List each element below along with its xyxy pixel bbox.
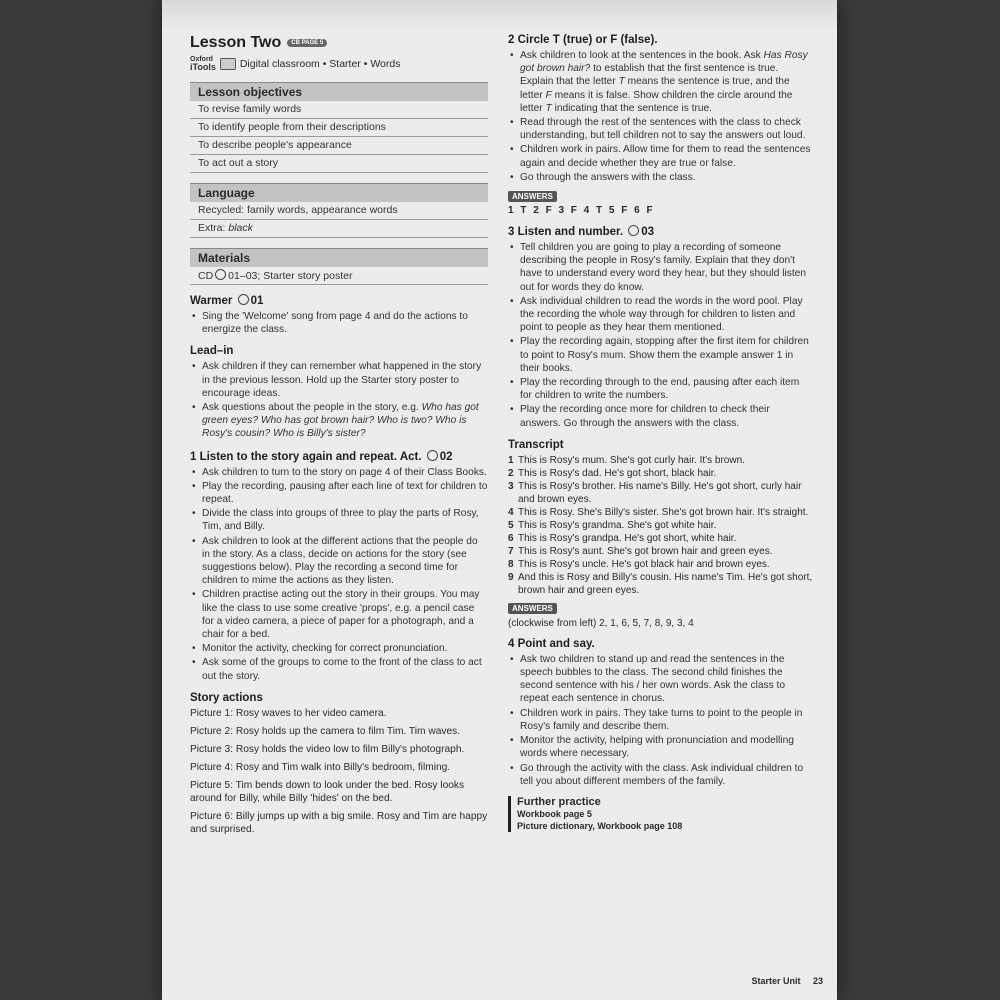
further-practice (508, 796, 813, 832)
list-item-text: Ask questions about the people in the story, e.g. (202, 402, 419, 414)
warmer-heading (190, 294, 488, 307)
transcript-line: 2 This is Rosy's dad. He's got short, black hair. (508, 467, 717, 479)
transcript-line: 7 This is Rosy's aunt. She's got brown hair and green eyes. (508, 545, 773, 557)
list-item: • Play the recording, pausing after each line of text for children to repeat. (202, 480, 488, 506)
warmer-title: Warmer (190, 295, 233, 307)
list-item: • Divide the class into groups of three to play the parts of Rosy, Tim, and Billy. (202, 507, 488, 533)
list-item: • Ask children to look at the sentences in the book. Ask Has Rosy got brown hair? to establish that the first sentence is true. Explain that the letter T means the sentence is true, and the letter F means it is false. Show children the circle around the letter T indicating that the sentence is true. (520, 49, 813, 115)
materials-row (190, 267, 488, 285)
materials-text: 01–03; Starter story poster (228, 270, 353, 282)
transcript-line: 3 This is Rosy's brother. His name's Billy. He's got short, curly hair and brown eyes. (508, 480, 802, 505)
lesson-title-text: Lesson Two (190, 34, 282, 51)
list-item: • Ask children to look at the different actions that the people do in the story. As a class, decide on actions for the story (see suggestions below). Play the recording a second time for children to mime the actions as they listen. (202, 535, 488, 588)
screen-icon (220, 58, 236, 70)
objective-row: To revise family words (190, 101, 488, 119)
cd-icon (215, 269, 226, 280)
list-item: • Children work in pairs. Allow time for them to read the sentences again and decide whether they are true or false. (520, 143, 813, 169)
transcript-heading: Transcript (508, 438, 564, 451)
leadin-list (190, 360, 488, 440)
answers-badge: ANSWERS (508, 603, 557, 614)
objectives-box (190, 82, 488, 173)
list-item: • Ask children if they can remember what happened in the story in the previous lesson. Hold up the Starter story poster to encourage ideas. (202, 360, 488, 400)
objective-row: To describe people's appearance (190, 137, 488, 155)
list-item: • Ask some of the groups to come to the front of the class to act out the story. (202, 656, 488, 682)
objective-row: To act out a story (190, 155, 488, 173)
list-item: • Play the recording through to the end, pausing after each item for children to write the numbers. (520, 376, 813, 402)
leadin-heading: Lead–in (190, 345, 234, 358)
page-footer (741, 976, 823, 986)
list-item: • Play the recording again, stopping after the first item for children to point to Rosy's mum. Show them the example answer 1 in their books. (520, 335, 813, 375)
list-item: • Ask individual children to read the words in the word pool. Play the recording the whole way through for children to listen and point to people as they hear them mentioned. (520, 295, 813, 335)
activity3-list (508, 241, 813, 430)
unit-label: Starter Unit (751, 976, 801, 986)
cd-icon (628, 225, 639, 236)
transcript-line: 6 This is Rosy's grandpa. He's got short, white hair. (508, 532, 737, 544)
language-heading: Language (190, 184, 488, 202)
list-item: • Children practise acting out the story in their groups. You may like the class to use some creative 'props', e.g. a pencil case for a video camera, a piece of paper for a photograph, and a chair for a bed. (202, 588, 488, 641)
list-item: • Sing the 'Welcome' song from page 4 and do the actions to energize the class. (202, 310, 488, 336)
digital-classroom-text: Digital classroom • Starter • Words (239, 58, 401, 70)
track-number: 03 (641, 226, 655, 239)
list-item: • Read through the rest of the sentences with the class to check understanding, but tell children not to say the answers out loud. (520, 116, 813, 142)
oxford-logo-top: Oxford (190, 56, 213, 63)
story-picture: Picture 3: Rosy holds the video low to film Billy's photograph. (190, 743, 465, 755)
story-picture: Picture 1: Rosy waves to her video camera. (190, 707, 387, 719)
list-item (202, 401, 488, 441)
list-item: • Children work in pairs. They take turns to point to the people in Rosy's family and describe them. (520, 707, 813, 733)
textbook-page (162, 0, 837, 1000)
list-item: • Play the recording once more for children to check their answers. Go through the answers with the class. (520, 403, 813, 429)
list-item-italic: Who has got green eyes? Who has got brown hair? Who is two? Who is Rosy's cousin? Who is Billy's sister? (202, 402, 479, 440)
story-actions (190, 707, 488, 836)
activity3-heading (508, 225, 813, 238)
objectives-heading: Lesson objectives (190, 83, 488, 101)
further-practice-title: Further practice (517, 795, 601, 808)
cd-icon (238, 294, 249, 305)
activity4-heading: 4 Point and say. (508, 637, 595, 650)
list-item: • Monitor the activity, helping with pronunciation and modelling words where necessary. (520, 734, 813, 760)
list-item: • Tell children you are going to play a recording of someone describing the people in Rosy's family. Explain that they don't have to understand every word they hear, but they should listen out for words they do know. (520, 241, 813, 294)
transcript-line: 9 And this is Rosy and Billy's cousin. His name's Tim. He's got short, brown hair and green eyes. (508, 571, 813, 596)
track-number: 01 (250, 295, 264, 307)
extra-label: Extra: (198, 222, 226, 234)
cd-icon (427, 450, 438, 461)
materials-box (190, 248, 488, 285)
language-box (190, 183, 488, 238)
language-recycled: Recycled: family words, appearance words (190, 202, 488, 220)
cb-page-tag: CB PAGE 5 (287, 39, 327, 47)
list-item: • Ask children to turn to the story on page 4 of their Class Books. (202, 466, 488, 479)
story-picture: Picture 5: Tim bends down to look under the bed. Rosy looks around for Billy, while Billy 'hides' on the bed. (190, 779, 465, 804)
transcript-line: 8 This is Rosy's uncle. He's got black hair and brown eyes. (508, 558, 770, 570)
objective-row: To identify people from their descriptions (190, 119, 488, 137)
list-item: • Go through the activity with the class. Ask individual children to tell you about different members of the family. (520, 762, 813, 788)
activity2-answers: 1 T 2 F 3 F 4 T 5 F 6 F (508, 205, 655, 217)
story-picture: Picture 4: Rosy and Tim walk into Billy's bedroom, filming. (190, 761, 451, 773)
materials-cd-label: CD (198, 270, 214, 282)
transcript (508, 454, 813, 597)
transcript-line: 5 This is Rosy's grandma. She's got white hair. (508, 519, 717, 531)
activity2-list (508, 49, 813, 184)
transcript-line: 4 This is Rosy. She's Billy's sister. She's got brown hair. It's straight. (508, 506, 809, 518)
track-number: 02 (439, 450, 453, 463)
right-column (508, 34, 813, 832)
lesson-title (190, 34, 488, 52)
activity3-answers: (clockwise from left) 2, 1, 6, 5, 7, 8, 9, 3, 4 (508, 617, 694, 629)
page-number: 23 (812, 976, 823, 986)
activity1-title: 1 Listen to the story again and repeat. Act. (190, 450, 422, 463)
extra-value: black (228, 222, 253, 234)
language-extra (190, 220, 488, 238)
activity4-list (508, 653, 813, 788)
further-practice-item: Workbook page 5 (517, 808, 592, 819)
activity3-title: 3 Listen and number. (508, 226, 624, 239)
oxford-logo-bottom: iTools (190, 62, 216, 72)
oxford-itools-logo (190, 56, 216, 72)
list-item: • Go through the answers with the class. (520, 171, 813, 184)
transcript-line: 1 This is Rosy's mum. She's got curly hair. It's brown. (508, 454, 745, 466)
activity1-list (190, 466, 488, 683)
story-picture: Picture 2: Rosy holds up the camera to film Tim. Tim waves. (190, 725, 461, 737)
itools-row (190, 56, 488, 72)
list-item: • Monitor the activity, checking for correct pronunciation. (202, 642, 488, 655)
story-actions-heading: Story actions (190, 691, 263, 704)
list-item: • Ask two children to stand up and read the sentences in the speech bubbles to the class. The second child finishes the second sentence with his / her own words. Ask the class to repeat each sentence in chorus. (520, 653, 813, 706)
story-picture: Picture 6: Billy jumps up with a big smile. Rosy and Tim are happy and surprised. (190, 810, 488, 835)
answers-badge: ANSWERS (508, 191, 557, 202)
further-practice-item: Picture dictionary, Workbook page 108 (517, 820, 683, 831)
materials-heading: Materials (190, 249, 488, 267)
activity2-heading: 2 Circle T (true) or F (false). (508, 34, 658, 46)
left-column (190, 34, 488, 841)
activity1-heading (190, 450, 488, 463)
warmer-list (190, 310, 488, 336)
